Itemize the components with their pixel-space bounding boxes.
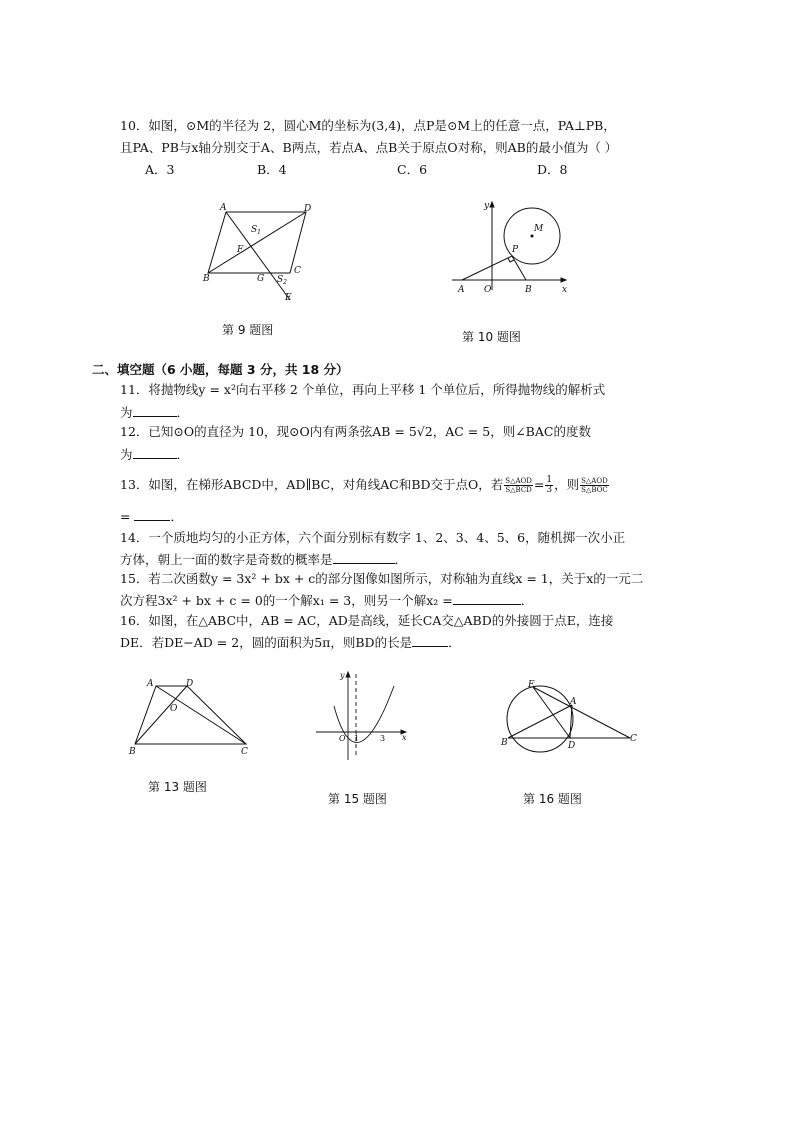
fig10-x-arrow [561,278,566,282]
figure-9 [195,200,325,310]
fig9-label-a: A [220,203,227,213]
fig9-label-f: F [237,245,244,255]
fig9-label-s2: $S_2$ [277,275,287,286]
fig10-line-pa [462,256,512,280]
q13-fraction-asked: $\frac{\text{S△AOD}}{\text{S△BOC}}$ [581,477,608,494]
q15-line2: 次方程3x² + bx + c = 0的一个解x₁ = 3，则另一个解x₂ = ． [120,593,534,608]
fig13-diagonal-bd [135,686,187,744]
fig16-caption: 第 16 题图 [523,792,582,806]
q10-option-a: A．3 [145,162,175,177]
q11-answer-blank[interactable] [133,404,177,417]
fig13-label-o: O [170,704,178,714]
q13-fraction-value: $\frac{1}{3}$ [546,475,553,495]
fig9-label-g: G [257,274,265,284]
q10-line1: 10．如图，⊙M的半径为 2，圆心M的坐标为(3,4)，点P是⊙M上的任意一点，PA⊥PB， [120,118,616,133]
fig9-label-d: D [304,204,312,214]
q15-answer-blank[interactable] [453,592,521,605]
fig13-trapezoid [135,686,246,744]
figure-13 [125,674,257,756]
q10-option-b: B．4 [257,162,287,177]
fig13-label-d: D [186,679,194,689]
q13-fraction-given: $\frac{\text{S△AOD}}{\text{S△BCD}}$ [505,477,532,494]
fig13-diagonal-ac [156,686,246,744]
fig15-y-arrow [346,672,350,677]
figure-15 [312,666,416,766]
fig15-caption: 第 15 题图 [328,792,387,806]
q11-line1: 11．将抛物线y = x²向右平移 2 个单位，再向上平移 1 个单位后，所得抛物线的解析式 [120,382,606,397]
fig10-caption: 第 10 题图 [462,330,521,344]
fig10-label-p: P [512,245,519,255]
fig10-label-b: B [525,285,532,295]
fig13-label-b: B [129,747,136,756]
q16-line2: DE．若DE−AD = 2，圆的面积为5π，则BD的长是 ． [120,635,461,650]
fig10-label-y: y [484,201,490,211]
q16-line1: 16．如图，在△ABC中，AB = AC，AD是高线，延长CA交△ABD的外接圆于点E，连接 [120,613,614,628]
fig9-caption: 第 9 题图 [222,323,274,337]
fig15-label-o: O [339,734,346,743]
section-2-title: 二、填空题（6 小题，每题 3 分，共 18 分） [92,362,349,377]
fig16-line-ad [570,705,572,738]
fig9-label-c: C [294,266,301,276]
fig16-line-ec [533,687,630,738]
fig15-label-1: 1 [354,734,360,743]
q12-line2: 为 ． [120,447,190,462]
fig9-label-s1: $S_1$ [251,225,261,236]
fig16-line-ab [508,705,572,738]
fig16-label-e: E [528,680,535,690]
fig16-line-de [533,687,570,738]
fig10-y-arrow [490,202,494,207]
q13-line2: = ． [120,509,183,524]
fig15-label-x: x [402,733,407,742]
fig10-line-pb [512,256,526,280]
fig13-label-a: A [147,679,154,689]
fig10-label-m: M [534,224,544,234]
figure-10 [448,196,578,300]
q13-answer-blank[interactable] [134,508,170,521]
fig10-label-o: O [484,285,492,295]
q10-option-c: C．6 [397,162,428,177]
fig13-label-c: C [241,747,248,756]
fig10-label-x: x [562,285,568,295]
fig9-label-e: E [285,293,292,303]
q14-line1: 14．一个质地均匀的小正方体，六个面分别标有数字 1、2、3、4、5、6，随机掷一次小正 [120,530,626,545]
fig15-label-3: 3 [380,734,386,743]
q11-line2: 为 ． [120,405,190,420]
q10-option-d: D．8 [537,162,568,177]
q14-answer-blank[interactable] [333,551,395,564]
q16-answer-blank[interactable] [412,634,448,647]
q12-answer-blank[interactable] [133,446,177,459]
fig16-label-a: A [570,697,577,707]
fig9-label-b: B [203,274,210,284]
q14-line2: 方体，朝上一面的数字是奇数的概率是 ． [120,552,408,567]
q12-line1: 12．已知⊙O的直径为 10，现⊙O内有两条弦AB = 5√2，AC = 5，则∠BAC的度数 [120,424,591,439]
q10-line2: 且PA、PB与x轴分别交于A、B两点，若点A、点B关于原点O对称，则AB的最小值为（ ） [120,140,618,155]
fig10-center-dot [531,235,534,238]
fig10-label-a: A [458,285,465,295]
fig13-caption: 第 13 题图 [148,780,207,794]
fig9-line-db [208,212,306,273]
fig16-label-d: D [568,741,576,751]
fig16-label-b: B [501,738,508,748]
fig15-label-y: y [340,671,345,680]
q15-line1: 15．若二次函数y = 3x² + bx + c的部分图像如图所示，对称轴为直线x = 1，关于x的一元二 [120,571,644,586]
q13-line1: 13．如图，在梯形ABCD中，AD∥BC，对角线AC和BD交于点O，若 $\frac{\text{S△AOD}}{\text{S△BCD}}$ = $\frac{1}{3}$ ，则 $\frac{\text{S△AOD}}{\text{S△BOC}}$ [120,475,608,495]
figure-16 [498,676,644,756]
fig16-label-c: C [630,734,637,744]
